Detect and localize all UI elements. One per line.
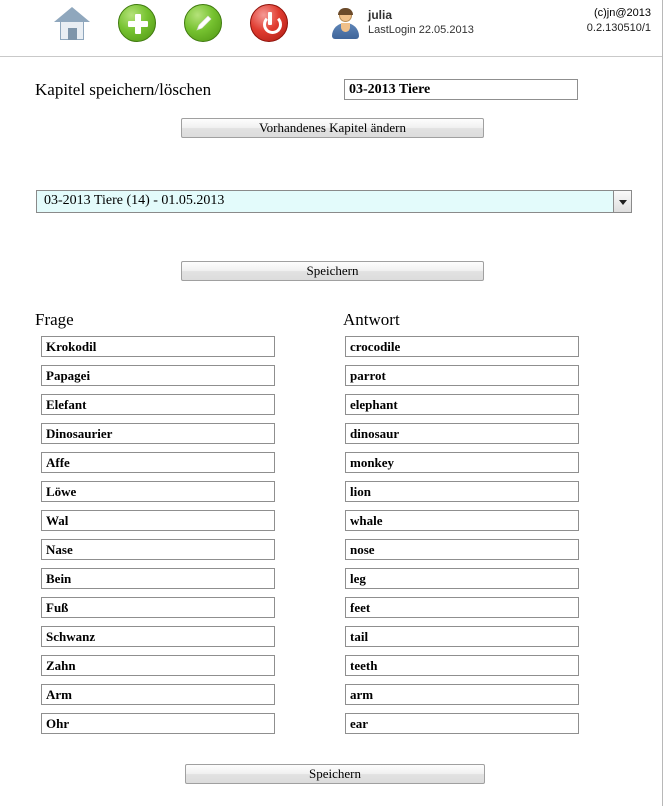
table-row xyxy=(0,713,662,742)
question-input[interactable] xyxy=(41,713,275,734)
table-row xyxy=(0,626,662,655)
power-icon[interactable] xyxy=(250,4,290,44)
edit-icon[interactable] xyxy=(184,4,224,44)
edit-icon-circle xyxy=(184,4,222,42)
avatar-collar xyxy=(341,23,350,32)
table-row xyxy=(0,655,662,684)
change-chapter-button[interactable]: Vorhandenes Kapitel ändern xyxy=(181,118,484,138)
avatar xyxy=(330,8,360,40)
question-input[interactable] xyxy=(41,626,275,647)
power-bar xyxy=(268,12,272,25)
save-button-bottom[interactable]: Speichern xyxy=(185,764,485,784)
chevron-down-triangle xyxy=(619,200,627,205)
answer-input[interactable] xyxy=(345,568,579,589)
question-input[interactable] xyxy=(41,510,275,531)
question-input[interactable] xyxy=(41,568,275,589)
column-header-question: Frage xyxy=(35,310,74,329)
table-row xyxy=(0,423,662,452)
question-input[interactable] xyxy=(41,394,275,415)
user-last-login: LastLogin 22.05.2013 xyxy=(368,24,474,36)
answer-input[interactable] xyxy=(345,626,579,647)
chapter-select-value[interactable]: 03-2013 Tiere (14) - 01.05.2013 xyxy=(36,190,632,213)
question-input[interactable] xyxy=(41,481,275,502)
chapter-label: Kapitel speichern/löschen xyxy=(35,80,212,99)
copyright-line-1: (c)jn@2013 xyxy=(593,7,651,19)
question-input[interactable] xyxy=(41,539,275,560)
table-row xyxy=(0,365,662,394)
answer-input[interactable] xyxy=(345,713,579,734)
add-icon-circle xyxy=(118,4,156,42)
answer-input[interactable] xyxy=(345,597,579,618)
answer-input[interactable] xyxy=(345,655,579,676)
table-row xyxy=(0,336,662,365)
home-door xyxy=(68,28,77,40)
power-ring xyxy=(263,15,282,34)
table-row xyxy=(0,481,662,510)
plus-vertical xyxy=(135,14,141,34)
chapter-select[interactable] xyxy=(36,190,632,213)
answer-input[interactable] xyxy=(345,423,579,444)
home-roof xyxy=(54,7,90,22)
question-input[interactable] xyxy=(41,452,275,473)
answer-input[interactable] xyxy=(345,684,579,705)
copyright-line-2: 0.2.130510/1 xyxy=(586,22,651,34)
question-input[interactable] xyxy=(41,365,275,386)
toolbar xyxy=(0,0,662,60)
home-icon-shape xyxy=(52,4,92,44)
question-input[interactable] xyxy=(41,423,275,444)
user-name: julia xyxy=(368,8,393,22)
table-row xyxy=(0,510,662,539)
answer-input[interactable] xyxy=(345,481,579,502)
answer-input[interactable] xyxy=(345,510,579,531)
table-row xyxy=(0,394,662,423)
table-row xyxy=(0,597,662,626)
table-row xyxy=(0,539,662,568)
column-header-answer: Antwort xyxy=(343,310,400,329)
save-button-top[interactable]: Speichern xyxy=(181,261,484,281)
question-input[interactable] xyxy=(41,684,275,705)
table-row xyxy=(0,684,662,713)
question-input[interactable] xyxy=(41,597,275,618)
header-divider xyxy=(0,56,662,57)
answer-input[interactable] xyxy=(345,539,579,560)
add-icon[interactable] xyxy=(118,4,158,44)
chevron-down-icon[interactable] xyxy=(613,191,631,212)
table-row xyxy=(0,452,662,481)
chapter-row xyxy=(0,80,662,106)
answer-input[interactable] xyxy=(345,336,579,357)
pencil-icon xyxy=(194,14,213,33)
chapter-name-input[interactable] xyxy=(344,79,578,100)
answer-input[interactable] xyxy=(345,452,579,473)
question-input[interactable] xyxy=(41,336,275,357)
avatar-hair xyxy=(338,8,353,15)
vocabulary-rows xyxy=(0,336,662,742)
answer-input[interactable] xyxy=(345,394,579,415)
power-icon-circle xyxy=(250,4,288,42)
answer-input[interactable] xyxy=(345,365,579,386)
copyright-block xyxy=(587,6,651,36)
question-input[interactable] xyxy=(41,655,275,676)
home-icon[interactable] xyxy=(52,4,92,44)
table-row xyxy=(0,568,662,597)
